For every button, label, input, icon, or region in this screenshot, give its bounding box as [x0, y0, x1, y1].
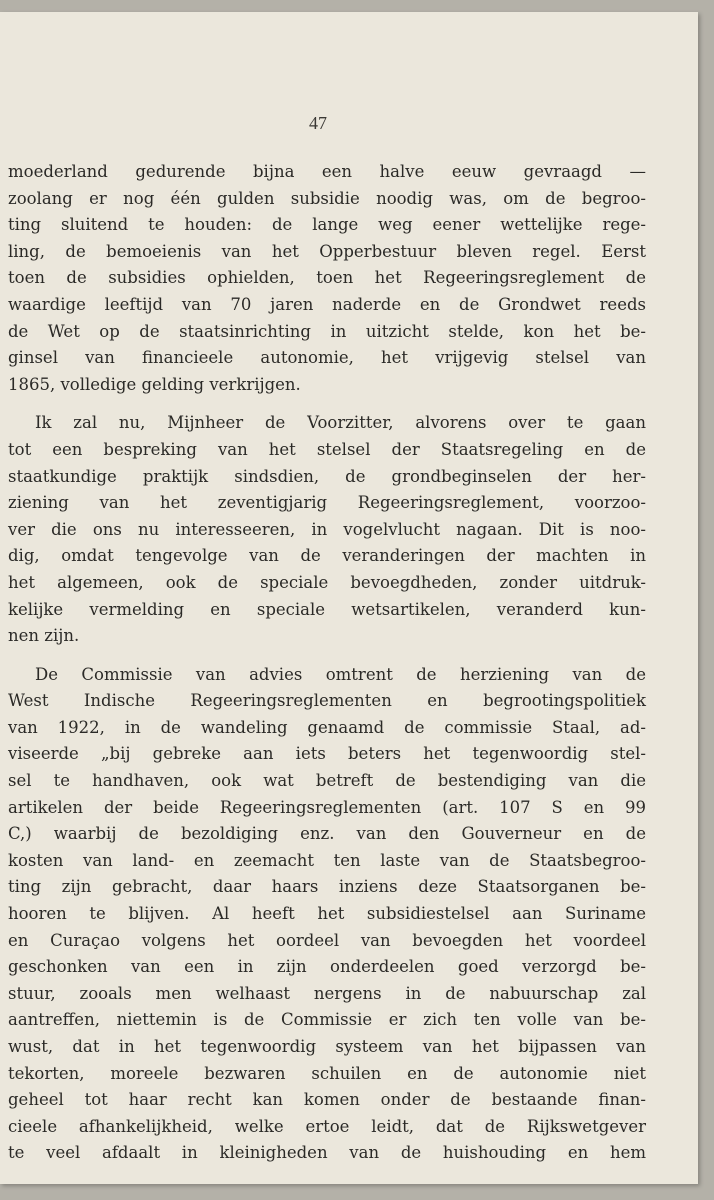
body-text — [8, 159, 646, 1167]
text-line: kosten van land- en zeemacht ten laste van de Staatsbegroo- — [8, 850, 646, 870]
text-line: ling, de bemoeienis van het Opperbestuur bleven regel. Eerst — [8, 241, 646, 261]
text-line: het algemeen, ook de speciale bevoegdheden, zonder uitdruk- — [8, 572, 646, 592]
paragraph-3 — [8, 662, 646, 1167]
text-line: ting zijn gebracht, daar haars inziens deze Staatsorganen be- — [8, 877, 646, 897]
text-line: ting sluitend te houden: de lange weg eener wettelijke rege- — [8, 215, 646, 235]
text-line: West Indische Regeeringsreglementen en begrootingspolitiek — [8, 691, 646, 711]
text-line: wust, dat in het tegenwoordig systeem van het bijpassen van — [8, 1037, 646, 1056]
text-line: nen zijn. — [8, 626, 80, 646]
text-line: 1865, volledige gelding verkrijgen. — [8, 374, 301, 394]
text-line: C,) waarbij de bezoldiging enz. van den Gouverneur en de — [8, 824, 646, 844]
text-line: ziening van het zeventigjarig Regeeringsreglement, voorzoo- — [8, 493, 646, 513]
text-line: aantreffen, niettemin is de Commissie er zich ten volle van be- — [8, 1010, 646, 1030]
text-line: hooren te blijven. Al heeft het subsidiestelsel aan Suriname — [8, 904, 646, 924]
paragraph-gap — [8, 398, 646, 410]
text-line: te veel afdaalt in kleinigheden van de huishouding en hem — [8, 1143, 646, 1163]
text-line: de Wet op de staatsinrichting in uitzicht stelde, kon het be- — [8, 321, 646, 341]
text-line: stuur, zooals men welhaast nergens in de nabuurschap zal — [8, 983, 646, 1003]
text-line: artikelen der beide Regeeringsreglementen (art. 107 S en 99 — [8, 797, 646, 817]
text-line: cieele afhankelijkheid, welke ertoe leidt, dat de Rijkswetgever — [8, 1116, 646, 1136]
book-page — [0, 12, 698, 1184]
text-line: van 1922, in de wandeling genaamd de commissie Staal, ad- — [8, 717, 646, 737]
page-number: 47 — [309, 113, 327, 133]
text-line: staatkundige praktijk sindsdien, de grondbeginselen der her- — [8, 466, 646, 486]
text-line: ver die ons nu interesseeren, in vogelvlucht nagaan. Dit is noo- — [8, 519, 646, 539]
paragraph-1 — [8, 159, 646, 398]
text-line: dig, omdat tengevolge van de veranderingen der machten in — [8, 546, 646, 566]
text-line: tekorten, moreele bezwaren schuilen en de autonomie niet — [8, 1063, 646, 1083]
text-line: moederland gedurende bijna een halve eeuw gevraagd — — [8, 162, 646, 181]
text-line: zoolang er nog één gulden subsidie noodig was, om de begroo- — [8, 188, 646, 208]
text-line: geschonken van een in zijn onderdeelen goed verzorgd be- — [8, 957, 646, 977]
text-line: De Commissie van advies omtrent de herziening van de — [35, 664, 646, 684]
text-line: viseerde „bij gebreke aan iets beters het tegenwoordig stel- — [8, 744, 646, 764]
text-line: sel te handhaven, ook wat betreft de bestendiging van die — [8, 771, 646, 791]
text-line: geheel tot haar recht kan komen onder de bestaande finan- — [8, 1090, 646, 1110]
text-line: ginsel van financieele autonomie, het vrijgevig stelsel van — [8, 348, 646, 368]
text-line: kelijke vermelding en speciale wetsartikelen, veranderd kun- — [8, 599, 646, 619]
text-line: tot een bespreking van het stelsel der Staatsregeling en de — [8, 439, 646, 459]
text-line: toen de subsidies ophielden, toen het Regeeringsreglement de — [8, 268, 646, 288]
text-line: Ik zal nu, Mijnheer de Voorzitter, alvorens over te gaan — [35, 413, 646, 433]
paragraph-gap — [8, 650, 646, 662]
paragraph-2 — [8, 410, 646, 649]
text-line: en Curaçao volgens het oordeel van bevoegden het voordeel — [8, 930, 646, 950]
text-line: waardige leeftijd van 70 jaren naderde en de Grondwet reeds — [8, 294, 646, 314]
